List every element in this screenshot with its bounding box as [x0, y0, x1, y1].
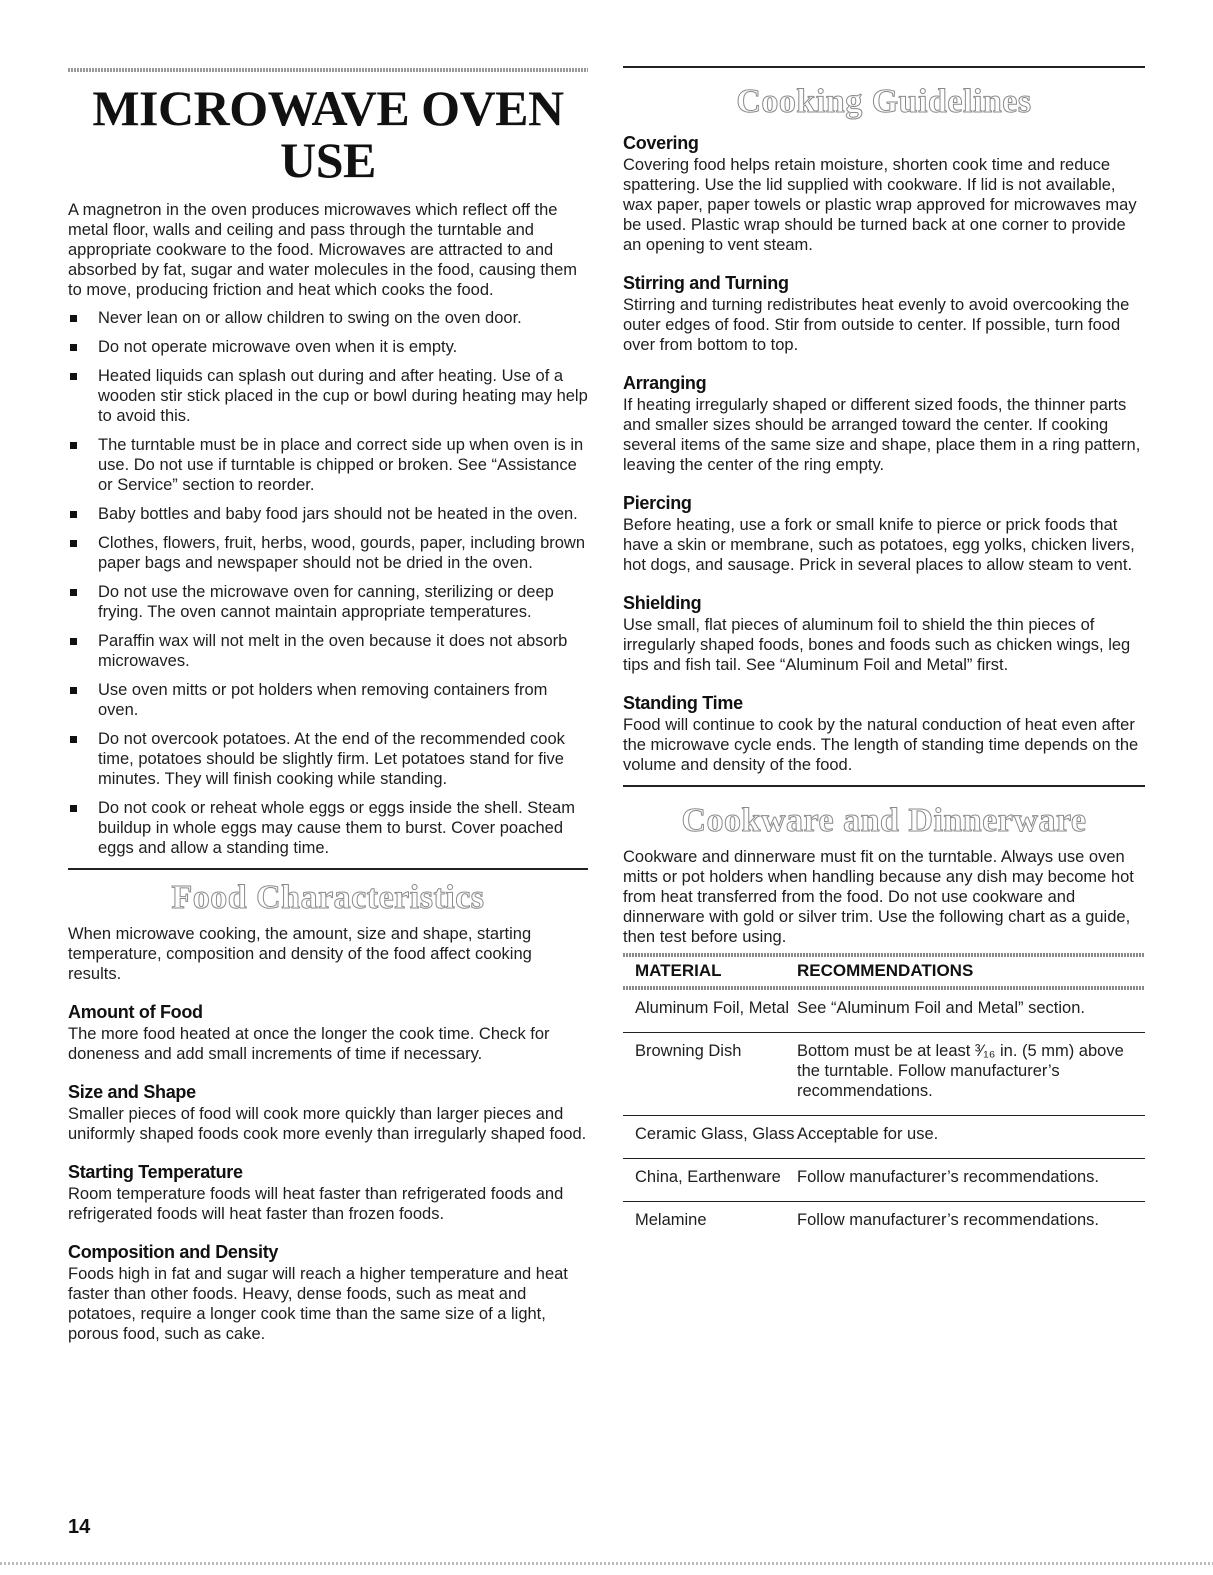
table-row [623, 990, 1145, 1033]
food-characteristics-title: Food Characteristics [171, 879, 485, 916]
bullet-item: Do not cook or reheat whole eggs or eggs inside the shell. Steam buildup in whole eggs may cause them to burst. Cover poached eggs and allow a standing time. [68, 798, 588, 858]
guideline-shielding [623, 592, 1145, 675]
guideline-arranging [623, 372, 1145, 475]
bullet-item: Paraffin wax will not melt in the oven because it does not absorb microwaves. [68, 631, 588, 671]
food-item-heading: Composition and Density [68, 1242, 279, 1262]
table-cell-recommendation: Follow manufacturer’s recommendations. [797, 1211, 1100, 1229]
bullet-square-icon [70, 511, 77, 518]
page-number: 14 [68, 1516, 91, 1538]
food-intro: When microwave cooking, the amount, size and shape, starting temperature, composition and density of the food affect cooking results. [68, 925, 532, 983]
bullet-square-icon [70, 687, 77, 694]
bullet-square-icon [70, 638, 77, 645]
table-cell-material: Aluminum Foil, Metal [635, 999, 790, 1017]
right-column [623, 82, 1145, 1244]
guideline-heading: Shielding [623, 593, 702, 613]
guideline-piercing [623, 492, 1145, 575]
section-divider [623, 785, 1145, 787]
table-row [623, 1033, 1145, 1116]
food-item-size [68, 1081, 588, 1144]
page-title-line1: MICROWAVE OVEN [92, 80, 564, 136]
table-cell-material: Browning Dish [635, 1042, 742, 1060]
food-item-temperature [68, 1161, 588, 1224]
table-cell-recommendation: Bottom must be at least ³⁄₁₆ in. (5 mm) above the turntable. Follow manufacturer’s recommendations. [797, 1042, 1124, 1100]
page-title-line2: USE [280, 132, 376, 188]
table-cell-material: Ceramic Glass, Glass [635, 1125, 795, 1143]
table-cell-recommendation: Acceptable for use. [797, 1125, 939, 1143]
bullet-item: Heated liquids can splash out during and after heating. Use of a wooden stir stick placed in the cup or bowl during heating may help to avoid this. [68, 366, 588, 426]
table-cell-recommendation: Follow manufacturer’s recommendations. [797, 1168, 1100, 1186]
section-divider [68, 868, 588, 870]
bullet-square-icon [70, 805, 77, 812]
guideline-text: Stirring and turning redistributes heat evenly to avoid overcooking the outer edges of food. Stir from outside to center. If possible, turn food over from bottom to top. [623, 296, 1130, 354]
guideline-text: If heating irregularly shaped or different sized foods, the thinner parts and smaller sizes should be arranged toward the center. If cooking several items of the same size and shape, place them in a ring pattern, leaving the center of the ring empty. [623, 396, 1141, 474]
bullet-item: Do not use the microwave oven for canning, sterilizing or deep frying. The oven cannot maintain appropriate temperatures. [68, 582, 588, 622]
table-row [623, 1202, 1145, 1244]
bullet-item: Do not overcook potatoes. At the end of the recommended cook time, potatoes should be slightly firm. Let potatoes stand for five minutes. They will finish cooking while standing. [68, 729, 588, 789]
cookware-title: Cookware and Dinnerware [681, 802, 1087, 839]
table-header-material: MATERIAL [635, 961, 722, 980]
intro-paragraph: A magnetron in the oven produces microwaves which reflect off the metal floor, walls and ceiling and pass through the turntable and appropriate cookware to the food. Microwaves are attracted to and absorbed by fat, sugar and water molecules in the food, causing them to move, producing friction and heat which cooks the food. [68, 201, 578, 299]
food-item-density [68, 1241, 588, 1344]
food-item-heading: Starting Temperature [68, 1162, 243, 1182]
bullet-item: Do not operate microwave oven when it is empty. [68, 337, 588, 357]
table-header-row [623, 957, 1145, 986]
table-cell-recommendation: See “Aluminum Foil and Metal” section. [797, 999, 1085, 1017]
guideline-heading: Standing Time [623, 693, 743, 713]
guideline-heading: Covering [623, 133, 699, 153]
guideline-covering [623, 132, 1145, 255]
food-item-text: Room temperature foods will heat faster than refrigerated foods and refrigerated foods will heat faster than frozen foods. [68, 1185, 564, 1223]
table-cell-material: Melamine [635, 1211, 707, 1229]
guideline-text: Food will continue to cook by the natural conduction of heat even after the microwave cycle ends. The length of standing time depends on the volume and density of the food. [623, 716, 1139, 774]
guideline-heading: Piercing [623, 493, 692, 513]
cooking-guidelines-title: Cooking Guidelines [736, 83, 1032, 120]
cookware-intro: Cookware and dinnerware must fit on the turntable. Always use oven mitts or pot holders when handling because any dish may become hot from heat transferred from the food. Do not use cookware and dinnerware with gold or silver trim. Use the following chart as a guide, then test before using. [623, 848, 1134, 946]
guideline-standing-time [623, 692, 1145, 775]
bullet-square-icon [70, 589, 77, 596]
table-row [623, 1116, 1145, 1159]
bullet-square-icon [70, 373, 77, 380]
food-item-text: Smaller pieces of food will cook more quickly than larger pieces and uniformly shaped foods cook more evenly than irregularly shaped food. [68, 1105, 587, 1143]
bottom-dotted-rule [0, 1562, 1213, 1565]
bullet-item: Use oven mitts or pot holders when removing containers from oven. [68, 680, 588, 720]
bullet-square-icon [70, 315, 77, 322]
guideline-stirring [623, 272, 1145, 355]
page-title [68, 82, 588, 186]
bullet-item: Clothes, flowers, fruit, herbs, wood, gourds, paper, including brown paper bags and newspaper should not be dried in the oven. [68, 533, 588, 573]
food-item-text: The more food heated at once the longer the cook time. Check for doneness and add small increments of time if necessary. [68, 1025, 550, 1063]
guideline-text: Before heating, use a fork or small knife to pierce or prick foods that have a skin or membrane, such as potatoes, egg yolks, chicken livers, hot dogs, and sausage. Prick in several places to allow steam to vent. [623, 516, 1135, 574]
food-item-amount [68, 1001, 588, 1064]
guideline-heading: Arranging [623, 373, 707, 393]
bullet-square-icon [70, 540, 77, 547]
bullet-item: The turntable must be in place and correct side up when oven is in use. Do not use if turntable is chipped or broken. See “Assistance or Service” section to reorder. [68, 435, 588, 495]
table-row [623, 1159, 1145, 1202]
bullet-square-icon [70, 344, 77, 351]
left-column [68, 82, 588, 1361]
bullet-item: Baby bottles and baby food jars should not be heated in the oven. [68, 504, 588, 524]
top-solid-rule [623, 66, 1145, 68]
safety-bullet-list [68, 308, 588, 858]
guideline-text: Covering food helps retain moisture, shorten cook time and reduce spattering. Use the lid supplied with cookware. If lid is not available, wax paper, paper towels or plastic wrap approved for microwaves may be used. Plastic wrap should be turned back at one corner to provide an opening to vent steam. [623, 156, 1137, 254]
guideline-text: Use small, flat pieces of aluminum foil to shield the thin pieces of irregularly shaped foods, bones and foods such as chicken wings, leg tips and fish tail. See “Aluminum Foil and Metal” first. [623, 616, 1131, 674]
table-header-recommendations: RECOMMENDATIONS [797, 961, 974, 980]
food-item-heading: Size and Shape [68, 1082, 196, 1102]
cookware-table [623, 953, 1145, 1244]
bullet-item: Never lean on or allow children to swing on the oven door. [68, 308, 588, 328]
bullet-square-icon [70, 442, 77, 449]
guideline-heading: Stirring and Turning [623, 273, 789, 293]
food-item-text: Foods high in fat and sugar will reach a higher temperature and heat faster than other foods. Heavy, dense foods, such as meat and potatoes, require a longer cook time than the same size of a light, porous food, such as cake. [68, 1265, 568, 1343]
bullet-square-icon [70, 736, 77, 743]
top-dotted-rule [68, 68, 588, 72]
table-cell-material: China, Earthenware [635, 1168, 781, 1186]
food-item-heading: Amount of Food [68, 1002, 203, 1022]
